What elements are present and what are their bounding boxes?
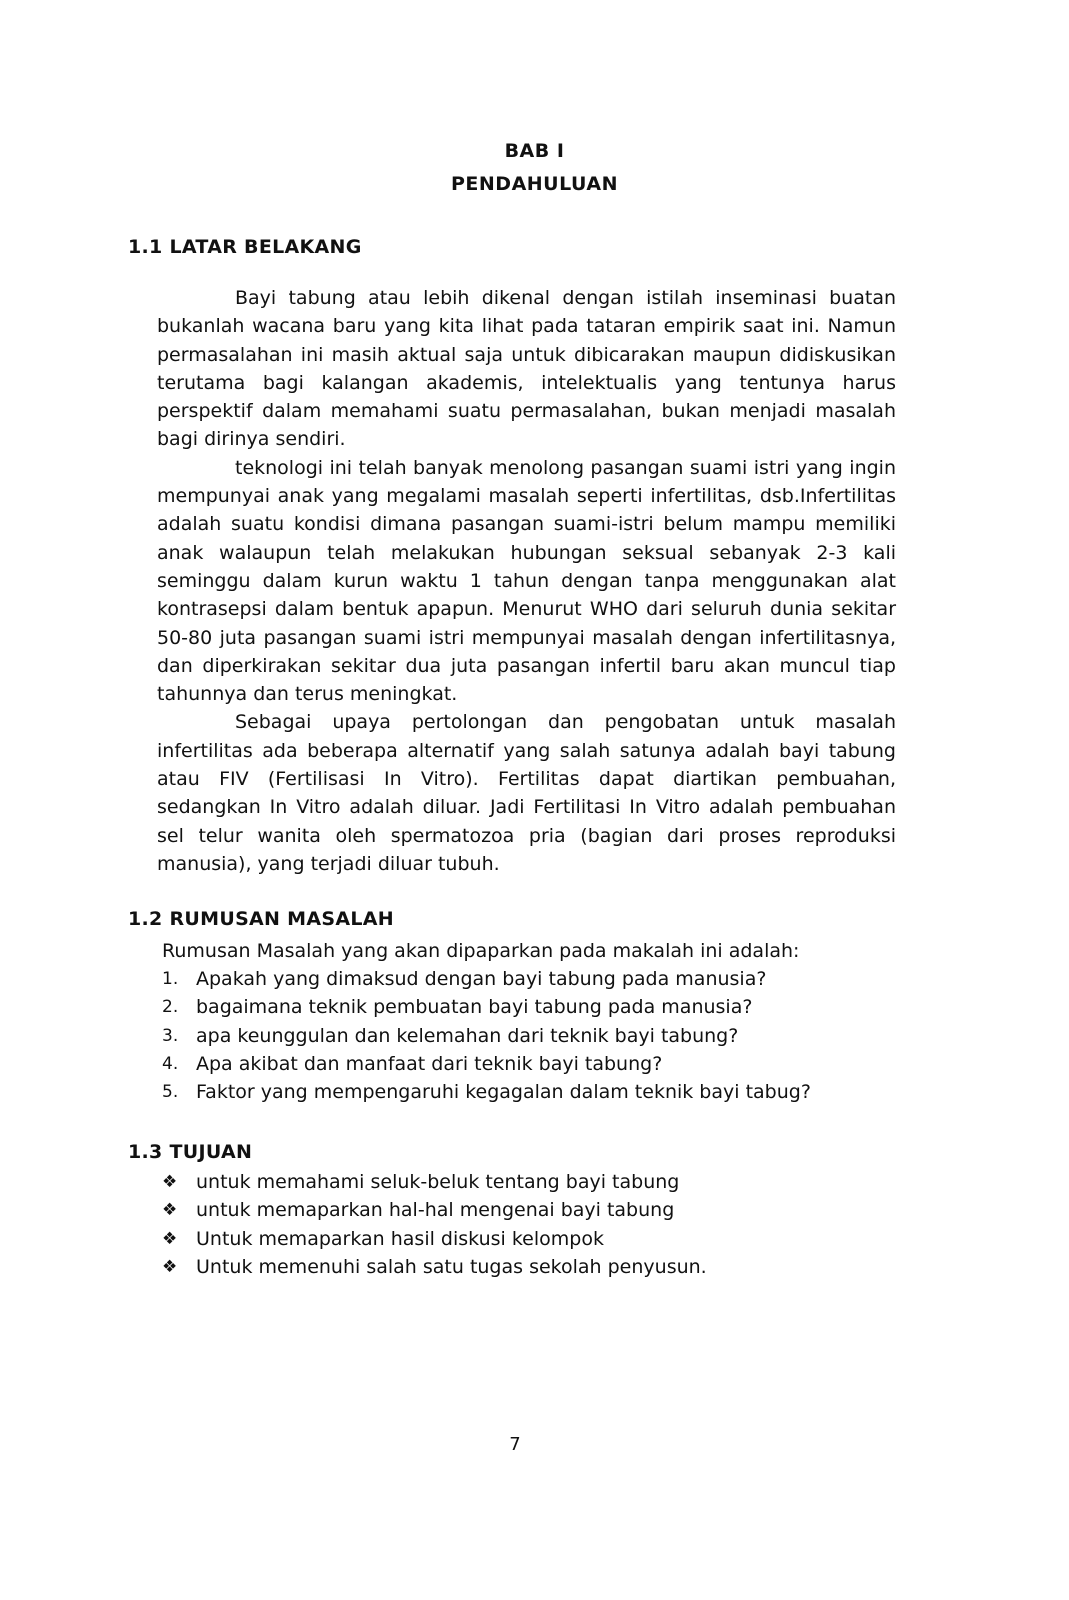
list-item	[162, 1168, 707, 1196]
paragraph: Sebagai upaya pertolongan dan pengobatan untuk masalah infertilitas ada beberapa alternatif yang salah satunya adalah bayi tabung atau FIV (Fertilisasi In Vitro). Fertilitas dapat diartikan pembuahan, sedangkan In Vitro adalah diluar. Jadi Fertilitasi In Vitro adalah pembuahan sel telur wanita oleh spermatozoa pria (bagian dari proses reproduksi manusia), yang terjadi diluar tubuh.	[157, 711, 896, 875]
list-item-text: bagaimana teknik pembuatan bayi tabung pada manusia?	[196, 996, 753, 1019]
latar-belakang-body	[157, 284, 896, 878]
paragraph: teknologi ini telah banyak menolong pasangan suami istri yang ingin mempunyai anak yang megalami masalah seperti infertilitas, dsb.Infertilitas adalah suatu kondisi dimana pasangan suami-istri belum mampu memiliki anak walaupun telah melakukan hubungan seksual sebanyak 2-3 kali seminggu dalam kurun waktu 1 tahun dengan tanpa menggunakan alat kontrasepsi dalam bentuk apapun. Menurut WHO dari seluruh dunia sekitar 50-80 juta pasangan suami istri mempunyai masalah dengan infertilitasnya, dan diperkirakan sekitar dua juta pasangan infertil baru akan muncul tiap tahunnya dan terus meningkat.	[157, 456, 896, 706]
list-number: 1.	[162, 969, 179, 989]
section-heading-tujuan: 1.3 TUJUAN	[128, 1141, 253, 1163]
chapter-number: BAB I	[504, 140, 565, 162]
list-number: 2.	[162, 997, 179, 1018]
rumusan-intro: Rumusan Masalah yang akan dipaparkan pada makalah ini adalah:	[162, 940, 800, 962]
diamond-bullet-icon: ❖	[162, 1228, 178, 1249]
list-item	[162, 965, 811, 993]
list-item	[162, 1225, 707, 1253]
list-item	[162, 1050, 811, 1078]
chapter-title: PENDAHULUAN	[451, 173, 618, 195]
list-item	[162, 1196, 707, 1224]
list-item-text: Apa akibat dan manfaat dari teknik bayi tabung?	[196, 1052, 663, 1075]
list-item-text: Apakah yang dimaksud dengan bayi tabung pada manusia?	[196, 968, 767, 990]
rumusan-list	[162, 965, 811, 1106]
list-item	[162, 1253, 707, 1281]
list-item	[162, 1022, 811, 1050]
list-item-text: Untuk memaparkan hasil diskusi kelompok	[196, 1227, 604, 1250]
list-number: 3.	[162, 1025, 179, 1046]
diamond-bullet-icon: ❖	[162, 1172, 178, 1192]
section-heading-latar-belakang: 1.1 LATAR BELAKANG	[128, 236, 362, 258]
section-heading-rumusan-masalah: 1.2 RUMUSAN MASALAH	[128, 908, 394, 930]
list-number: 4.	[162, 1053, 179, 1074]
diamond-bullet-icon: ❖	[162, 1256, 178, 1277]
page-number: 7	[509, 1434, 521, 1455]
list-item-text: untuk memaparkan hal-hal mengenai bayi tabung	[196, 1199, 675, 1222]
list-item-text: untuk memahami seluk-beluk tentang bayi tabung	[196, 1171, 680, 1193]
list-number: 5.	[162, 1082, 179, 1103]
list-item	[162, 993, 811, 1021]
paragraph: Bayi tabung atau lebih dikenal dengan istilah inseminasi buatan bukanlah wacana baru yang kita lihat pada tataran empirik saat ini. Namun permasalahan ini masih aktual saja untuk dibicarakan maupun didiskusikan terutama bagi kalangan akademis, intelektualis yang tentunya harus perspektif dalam memahami suatu permasalahan, bukan menjadi masalah bagi dirinya sendiri.	[157, 287, 896, 451]
list-item-text: Faktor yang mempengaruhi kegagalan dalam teknik bayi tabug?	[196, 1081, 811, 1104]
tujuan-list	[162, 1168, 707, 1281]
diamond-bullet-icon: ❖	[162, 1200, 178, 1221]
list-item	[162, 1078, 811, 1106]
list-item-text: Untuk memenuhi salah satu tugas sekolah penyusun.	[196, 1255, 707, 1278]
list-item-text: apa keunggulan dan kelemahan dari teknik bayi tabung?	[196, 1024, 739, 1047]
